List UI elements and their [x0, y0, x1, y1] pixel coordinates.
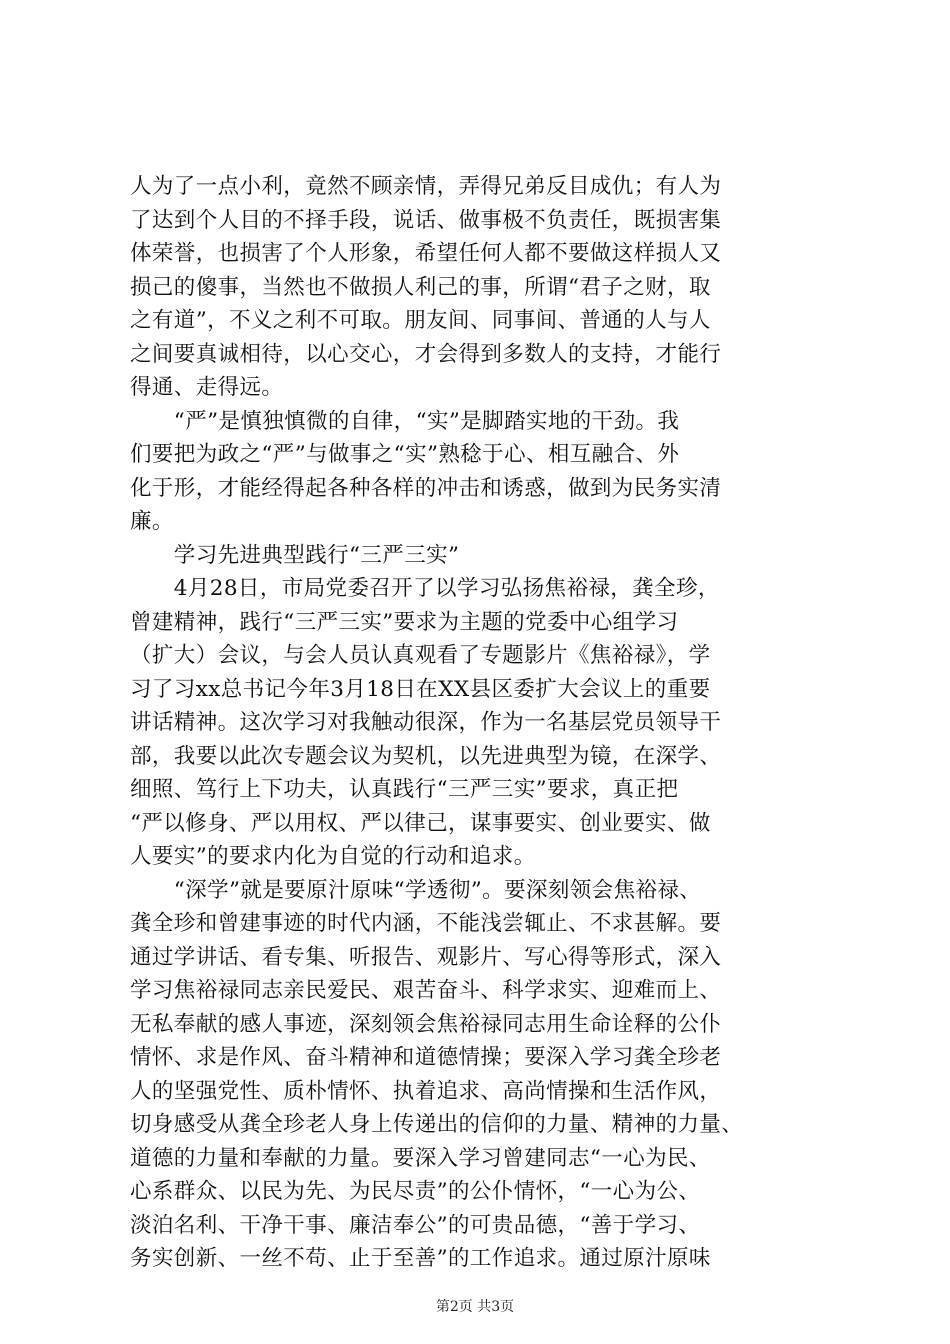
- text-line: 学习先进典型践行“三严三实”: [130, 542, 460, 568]
- text-line: 学习焦裕禄同志亲民爱民、艰苦奋斗、科学求实、迎难而上、: [130, 978, 722, 1003]
- text-line: 部，我要以此次专题会议为契机，以先进典型为镜，在深学、: [130, 743, 722, 769]
- text-line: “深学”就是要原汁原味“学透彻”。要深刻领会焦裕禄、: [130, 877, 702, 903]
- text-line: 曾建精神，践行“三严三实”要求为主题的党委中心组学习: [130, 609, 679, 635]
- text-line: 们要把为政之“严”与做事之“实”熟稔于心、相互融合、外: [130, 442, 680, 467]
- text-line: 得通、走得远。: [130, 375, 284, 400]
- text-line: （扩大）会议，与会人员认真观看了专题影片《焦裕禄》，学: [130, 643, 711, 668]
- text-line: “严以修身、严以用权、严以律己，谋事要实、创业要实、做: [130, 810, 711, 836]
- text-line: 通过学讲话、看专集、听报告、观影片、写心得等形式，深入: [130, 944, 722, 970]
- text-line: 人为了一点小利，竟然不顾亲情，弄得兄弟反目成仇；有人为: [130, 174, 722, 199]
- text-line: 讲话精神。这次学习对我触动很深，作为一名基层党员领导干: [130, 710, 722, 735]
- page-footer: 第2页 共3页: [435, 1299, 515, 1315]
- text-line: 人的坚强党性、质朴情怀、执着追求、高尚情操和生活作风，: [130, 1078, 722, 1104]
- text-line: 人要实”的要求内化为自觉的行动和追求。: [130, 844, 536, 869]
- text-line: 4月28日，市局党委召开了以学习弘扬焦裕禄，龚全珍，: [130, 576, 720, 601]
- text-line: 化于形，才能经得起各种各样的冲击和诱惑，做到为民务实清: [130, 475, 722, 501]
- text-line: 务实创新、一丝不苟、止于至善”的工作追求。通过原汁原味: [130, 1246, 711, 1271]
- document-body: [130, 170, 830, 1276]
- text-line: 体荣誉，也损害了个人形象，希望任何人都不要做这样损人又: [130, 241, 722, 266]
- text-line: 之间要真诚相待，以心交心，才会得到多数人的支持，才能行: [130, 341, 722, 367]
- text-line: 廉。: [130, 509, 174, 534]
- text-line: 细照、笃行上下功夫，认真践行“三严三实”要求，真正把: [130, 777, 679, 802]
- text-line: 之有道”，不义之利不可取。朋友间、同事间、普通的人与人: [130, 308, 711, 333]
- text-line: 习了习xx总书记今年3月18日在XX县区委扩大会议上的重要: [130, 676, 711, 702]
- text-line: 心系群众、以民为先、为民尽责”的公仆情怀，“一心为公、: [130, 1179, 701, 1204]
- text-line: 淡泊名利、干净干事、廉洁奉公”的可贵品德，“善于学习、: [130, 1212, 701, 1238]
- text-line: “严”是慎独慎微的自律，“实”是脚踏实地的干劲。我: [130, 408, 680, 434]
- text-line: 无私奉献的感人事迹，深刻领会焦裕禄同志用生命诠释的公仆: [130, 1011, 722, 1037]
- text-line: 龚全珍和曾建事迹的时代内涵，不能浅尝辄止、不求甚解。要: [130, 911, 722, 936]
- text-line: 切身感受从龚全珍老人身上传递出的信仰的力量、精神的力量、: [130, 1112, 744, 1137]
- text-line: 了达到个人目的不择手段，说话、做事极不负责任，既损害集: [130, 207, 722, 233]
- text-line: 情怀、求是作风、奋斗精神和道德情操；要深入学习龚全珍老: [130, 1045, 722, 1070]
- text-line: 损己的傻事，当然也不做损人利己的事，所谓“君子之财，取: [130, 274, 711, 300]
- text-line: 道德的力量和奉献的力量。要深入学习曾建同志“一心为民、: [130, 1145, 711, 1171]
